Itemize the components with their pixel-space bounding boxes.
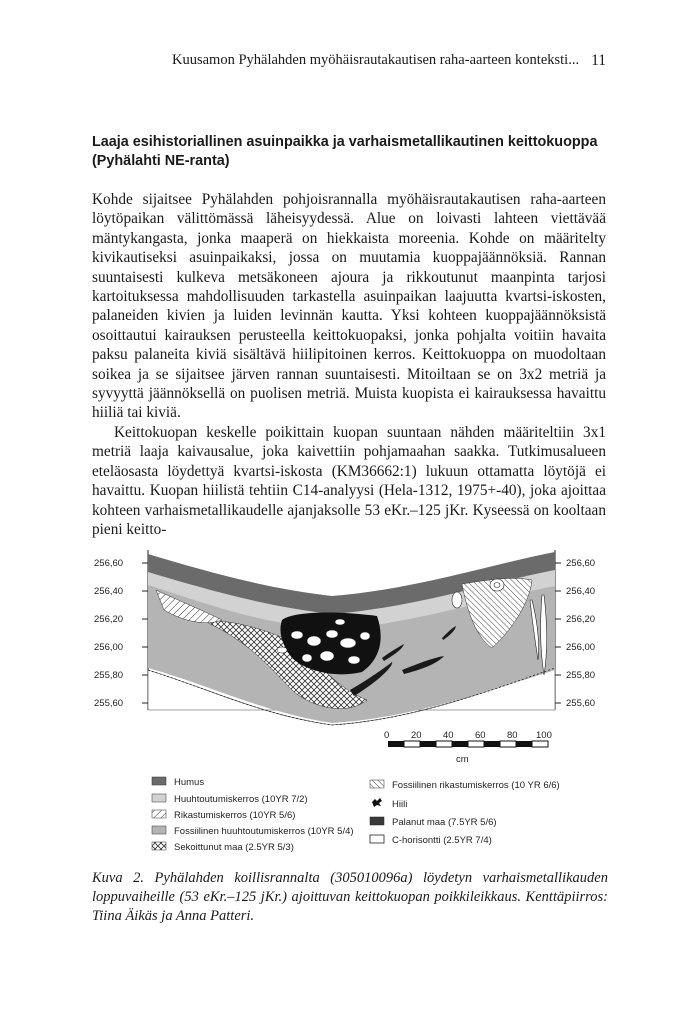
legend-swatch-c-horizon [370, 835, 384, 843]
elev-label: 256,00 [566, 642, 596, 653]
section-heading [92, 133, 612, 171]
elev-label: 256,60 [566, 558, 596, 569]
legend-label: Rikastumiskerros (10YR 5/6) [174, 810, 296, 821]
legend-swatch-charcoal [372, 798, 382, 807]
scale-unit: cm [456, 754, 469, 765]
soil-profile [148, 552, 555, 725]
legend-label: Hiili [392, 799, 408, 810]
elev-label: 256,40 [566, 586, 596, 597]
elev-label: 255,80 [566, 670, 596, 681]
cross-section-figure [92, 540, 608, 860]
elev-label: 256,40 [94, 586, 124, 597]
legend-label: Huuhtoutumiskerros (10YR 7/2) [174, 794, 308, 805]
cross-section-drawing [92, 540, 608, 860]
scale-tick-label: 80 [507, 730, 518, 741]
page-number: 11 [591, 52, 606, 69]
elev-label: 255,60 [566, 698, 596, 709]
legend-label: Humus [174, 777, 205, 788]
legend-swatch-enrichment [152, 810, 166, 818]
scale-tick-label: 20 [411, 730, 422, 741]
elev-label: 255,80 [94, 670, 124, 681]
legend-swatch-humus [152, 777, 166, 785]
body-text [92, 190, 606, 539]
legend-label: Fossiilinen rikastumiskerros (10 YR 6/6) [392, 780, 560, 791]
scale-tick-label: 40 [443, 730, 454, 741]
right-elevation-axis [555, 550, 595, 710]
elev-label: 256,20 [566, 614, 596, 625]
legend-label: C-horisontti (2.5YR 7/4) [392, 835, 492, 846]
elev-label: 256,20 [94, 614, 124, 625]
legend-swatch-burnt-soil [370, 817, 384, 825]
figure-caption: Kuva 2. Pyhälahden koillisrannalta (305010096a) löydetyn varhaismetallikauden loppuvaiheille (53 eKr.–125 jKr.) ajoittuvan keittokuopan poikkileikkaus. Kenttäpiirros: Tiina Äikäs ja Anna Patteri. [92, 870, 608, 924]
section-heading-line-2: (Pyhälahti NE-ranta) [92, 153, 230, 169]
legend-label: Fossiilinen huuhtoutumiskerros (10YR 5/4) [174, 826, 354, 837]
left-elevation-axis [94, 550, 148, 710]
legend-swatch-fossil-leaching [152, 826, 166, 834]
legend [152, 777, 560, 853]
paragraph-2: Keittokuopan keskelle poikittain kuopan suuntaan nähden määriteltiin 3x1 metriä laaja kaivausalue, joka kaivettiin pohjamaahan saakka. Tutkimusalueen eteläosasta löydettyä kvartsi-iskosta (KM36662:1) lukuun ottamatta löytöjä ei havaittu. Kuopan hiilistä tehtiin C14-analyysi (Hela-1312, 1975+-40), joka ajoittaa kohteen varhaismetallikaudelle ajanjaksolle 53 eKr.–125 jKr. Kyseessä on kooltaan pieni keitto- [92, 423, 606, 538]
legend-swatch-fossil-enrichment [370, 780, 384, 788]
scale-tick-label: 0 [384, 730, 390, 741]
legend-label: Sekoittunut maa (2.5YR 5/3) [174, 842, 294, 853]
legend-label: Palanut maa (7.5YR 5/6) [392, 817, 497, 828]
legend-swatch-leaching [152, 794, 166, 802]
elev-label: 256,60 [94, 558, 124, 569]
running-title: Kuusamon Pyhälahden myöhäisrautakautisen raha-aarteen konteksti... [172, 52, 580, 68]
section-heading-line-1: Laaja esihistoriallinen asuinpaikka ja varhaismetallikautinen keittokuoppa [92, 134, 598, 150]
scale-tick-label: 60 [475, 730, 486, 741]
elev-label: 256,00 [94, 642, 124, 653]
running-header [92, 52, 606, 72]
elev-label: 255,60 [94, 698, 124, 709]
scale-tick-label: 100 [536, 730, 552, 741]
scale-bar [384, 730, 552, 765]
paragraph-1: Kohde sijaitsee Pyhälahden pohjoisrannalla myöhäisrautakautisen raha-aarteen löytöpaikan välittömässä läheisyydessä. Alue on loivasti lahteen viettävää mäntykangasta, jonka maaperä on hiekkaista moreenia. Kohde on määritelty kivikautiseksi asuinpaikaksi, jossa on muutamia kuoppajäännöksiä. Rannan suuntaisesti kulkeva metsäkoneen ajoura ja rikkoutunut maanpinta tarjosi kartoituksessa mahdollisuuden tarkastella asuinpaikan laajuutta kvartsi-iskosten, palaneiden kivien ja luiden levinnän kautta. Yksi kohteen kuoppajäännöksistä osoittautui kairauksen perusteella keittokuopaksi, jonka pohjalta voitiin havaita paksu palaneita kiviä sisältävä hiilipitoinen kerros. Keittokuoppa on muodoltaan soikea ja se sijaitsee järven rannan suuntaisesti. Mitoiltaan se on 3x2 metriä ja syvyyttä jäännöksellä on puolisen metriä. Muista kuopista ei kairauksessa havaittu hiiliä tai kiviä. [92, 191, 606, 422]
legend-swatch-mixed [152, 842, 166, 850]
